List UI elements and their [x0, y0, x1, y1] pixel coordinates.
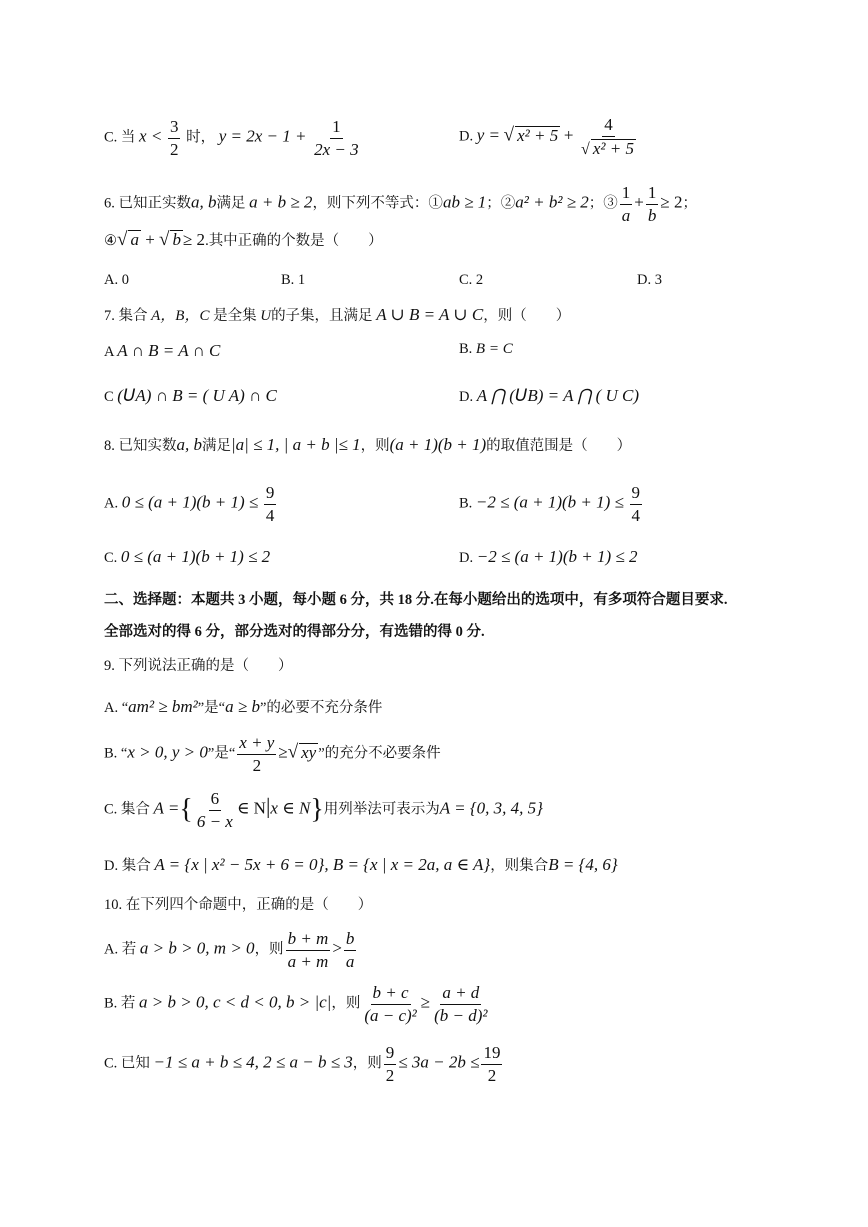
q7-d-expr: A ⋂ (𝘜B) = A ⋂ ( U C) [476, 386, 640, 405]
q9-a-m2: a ≥ b [225, 697, 260, 716]
q6-ineq1: ab ≥ 1 [442, 192, 487, 212]
q10-c-pre: C. 已知 [104, 1055, 150, 1072]
q8-b-num: 9 [630, 484, 643, 505]
q10-option-a [104, 930, 358, 971]
q5c-cond: x < [139, 126, 163, 146]
q10-c-frac2 [481, 1044, 502, 1085]
q10-c-frac1 [384, 1044, 397, 1085]
q9-d-res: B = {4, 6} [548, 855, 618, 874]
q8-option-a [104, 484, 278, 525]
q9-option-a [104, 698, 382, 716]
q8-b-den: 4 [631, 505, 641, 525]
q10-b-frac2 [432, 984, 489, 1025]
q8-a-expr: 0 ≤ (a + 1)(b + 1) ≤ [121, 492, 259, 512]
q8-b-expr: −2 ≤ (a + 1)(b + 1) ≤ [475, 492, 624, 512]
q10-c-n2: 19 [481, 1044, 502, 1065]
q8-stem1: 8. 已知实数 [104, 438, 177, 454]
q7-c-expr: (𝘜A) ∩ B = ( U A) ∩ C [117, 386, 277, 405]
q10-a-n2: b [344, 930, 357, 951]
q10-c-n1: 9 [384, 1044, 397, 1065]
q9-b-m1: x > 0, y > 0 [127, 742, 208, 762]
q7-option-c [104, 387, 277, 405]
q5d-fden: x² + 5 [592, 138, 634, 158]
q7-stem2: 是全集 [213, 308, 257, 324]
q6-frac-b [646, 184, 659, 225]
q5c-label: C. 当 [104, 129, 136, 146]
q6-sqrt-b: b [172, 230, 181, 249]
q5c-fraction2 [312, 118, 361, 159]
q9-b-num: x + y [237, 734, 276, 755]
q8-a-label: A. [104, 495, 119, 512]
q7-stem3: 的子集，且满足 [271, 308, 373, 324]
q6-sep2: ；③ [588, 195, 618, 212]
q10-option-c [104, 1044, 504, 1085]
q9-c-res: A = {0, 3, 4, 5} [439, 798, 543, 818]
q5d-label: D. [459, 128, 474, 145]
q5c-fraction [168, 118, 181, 159]
q8-a-frac [264, 484, 277, 525]
q9-option-b: B. “x > 0, y > 0”是“ $\frac{x + y}{2}$ ≥√ xy ”的充分不必要条件 [104, 733, 441, 775]
q8-expr: (a + 1)(b + 1) [389, 435, 487, 454]
q8-vars: a, b [176, 435, 202, 454]
q7-option-d [459, 387, 639, 405]
q8-b-label: B. [459, 495, 473, 512]
q6-frac-b-num: 1 [646, 184, 659, 205]
q9-b-post: ”的充分不必要条件 [318, 745, 441, 762]
q6-opt-c: C. 2 [459, 272, 484, 288]
q8-a-num: 9 [264, 484, 277, 505]
q6-option-d [637, 273, 662, 288]
q9-c-a: A = [153, 798, 180, 818]
q6-ineq2: a² + b² ≥ 2 [515, 192, 589, 212]
q9-d-a: A = {x | x² − 5x + 6 = 0}, B = {x | x = 2a, a ∈ A} [154, 855, 491, 874]
q9-a-pre: A. “ [104, 700, 129, 716]
q10-a-frac1 [286, 930, 331, 971]
q9-d-pre: D. 集合 [104, 858, 151, 874]
q5d-fraction: $\frac{4}{\text{√ x² + 5}}$ [581, 115, 634, 158]
q7-cond: A ∪ B = A ∪ C [376, 305, 484, 324]
q6-frac-b-den: b [647, 205, 657, 225]
q10-b-d2: (b − d)² [434, 1005, 488, 1025]
q6-ineq3: ≥ 2 [660, 192, 683, 212]
q8-d-label: D. [459, 550, 474, 566]
q9-b-mid: ”是“ [207, 745, 236, 762]
q10-c-mid: ，则 [352, 1055, 382, 1072]
q7-a-expr: A ∩ B = A ∩ C [117, 341, 221, 360]
q10-b-n2: a + d [440, 984, 481, 1005]
q6-opt-b: B. 1 [281, 272, 306, 288]
q6-text3: ，则下列不等式：① [312, 195, 443, 212]
q8-stem3: ，则 [360, 438, 390, 454]
q9-c-in: ∈ N [236, 798, 266, 818]
q10-c-d1: 2 [385, 1065, 395, 1085]
q6-opt-d: D. 3 [637, 272, 662, 288]
q10-b-pre: B. 若 [104, 995, 136, 1012]
q5d-fnum: 4 [602, 116, 615, 137]
q6-opt-a: A. 0 [104, 272, 129, 288]
q8-b-frac [630, 484, 643, 525]
q10-a-d1: a + m [287, 951, 329, 971]
q7-c-label: C [104, 389, 114, 405]
q10-option-b [104, 984, 492, 1025]
q6-vars: a, b [191, 192, 217, 212]
q9-b-den: 2 [252, 755, 262, 775]
q7-stem [104, 306, 570, 324]
q10-b-d1: (a − c)² [364, 1005, 417, 1025]
q10-c-d2: 2 [487, 1065, 497, 1085]
q7-u: U [260, 308, 272, 324]
q8-stem [104, 436, 631, 454]
q9-a-m1: am² ≥ bm² [128, 697, 198, 716]
q6-sep1: ；② [486, 195, 516, 212]
q9-c-pre: C. 集合 [104, 801, 150, 818]
q6-line2-text: .其中正确的个数是（ ） [205, 233, 383, 249]
q6-option-a [104, 273, 129, 288]
q9-c-bar: x ∈ N [270, 798, 311, 818]
q5c-expr: y = 2x − 1 + [218, 126, 307, 146]
q8-option-c [104, 548, 270, 566]
q9-c-num: 6 [209, 790, 222, 811]
q8-option-d [459, 548, 637, 566]
q10-a-cond: a > b > 0, m > 0 [139, 938, 255, 958]
q8-a-den: 4 [265, 505, 275, 525]
q10-c-cond: −1 ≤ a + b ≤ 4, 2 ≤ a − b ≤ 3 [153, 1052, 353, 1072]
q10-b-frac1 [362, 984, 418, 1025]
q5c-mid: 时， [186, 129, 216, 146]
q6-text1: 6. 已知正实数 [104, 195, 191, 212]
q7-option-a [104, 342, 220, 360]
q5c-fden: 2x − 3 [314, 139, 359, 159]
q5-option-d: D. y = √ x² + 5 + $\frac{4}{\text{√ x² + 5}}$ [459, 116, 640, 159]
q8-d-expr: −2 ≤ (a + 1)(b + 1) ≤ 2 [476, 547, 638, 566]
q6-cond: a + b ≥ 2 [249, 192, 313, 212]
q7-stem4: ，则（ ） [483, 308, 571, 324]
q8-cond: |a| ≤ 1, | a + b |≤ 1 [231, 435, 361, 454]
q5-option-c [104, 118, 363, 159]
q10-stem: 10. 在下列四个命题中，正确的是（ ） [104, 897, 373, 913]
q5c-den: 2 [169, 139, 179, 159]
q8-c-expr: 0 ≤ (a + 1)(b + 1) ≤ 2 [120, 547, 271, 566]
q9-d-mid: ，则集合 [490, 858, 549, 874]
q7-b-label: B. [459, 341, 473, 357]
q5d-expr: y = [476, 125, 501, 145]
q6-frac-a-num: 1 [620, 184, 633, 205]
q10-a-gt: > [332, 938, 342, 958]
q10-a-frac2 [344, 930, 357, 971]
q9-a-post: ”的必要不充分条件 [259, 700, 383, 716]
q6-stem: 6. 已知正实数a, b满足 a + b ≥ 2，则下列不等式：①ab ≥ 1；②a² + b² ≥ 2；③ $\frac{1}{a}$ + $\frac{1}{b}$ ≥ 2； [104, 183, 697, 225]
q9-b-ge: ≥ [278, 742, 288, 762]
q7-d-label: D. [459, 389, 474, 405]
q10-b-n1: b + c [371, 984, 411, 1005]
q9-option-d [104, 856, 618, 874]
q8-option-b [459, 484, 644, 525]
q6-frac-a-den: a [621, 205, 631, 225]
q6-frac-a [620, 184, 633, 225]
section2-line2: 全部选对的得 6 分，部分选对的得部分分，有选错的得 0 分. [104, 624, 485, 640]
q7-option-b [459, 342, 513, 357]
q7-a-label: A [104, 344, 114, 360]
q6-option-c [459, 273, 483, 288]
q10-b-mid: ，则 [331, 995, 361, 1012]
q9-c-mid: 用列举法可表示为 [323, 801, 440, 818]
q6-line2-pre: ④ [104, 233, 117, 249]
q5d-plus: + [563, 125, 574, 145]
q9-b-frac [237, 734, 276, 775]
q10-a-d2: a [345, 951, 355, 971]
q7-sets: A，B，C [151, 308, 210, 324]
q10-a-n1: b + m [286, 930, 331, 951]
q10-c-expr: ≤ 3a − 2b ≤ [398, 1052, 480, 1072]
q5c-num: 3 [168, 118, 181, 139]
q10-a-mid: ，则 [254, 941, 284, 958]
q9-b-pre: B. “ [104, 745, 128, 762]
q9-a-mid: ”是“ [197, 700, 226, 716]
q10-b-ge: ≥ [420, 992, 431, 1012]
q8-stem2: 满足 [202, 438, 231, 454]
q6-text2: 满足 [216, 195, 246, 212]
q9-option-c: C. 集合 A ={ $\frac{6}{6 - x}$ ∈ N|x ∈ N}用列举法可表示为A = {0, 3, 4, 5} [104, 789, 543, 831]
q9-b-rad: xy [301, 742, 317, 762]
q7-stem1: 7. 集合 [104, 308, 148, 324]
q8-c-label: C. [104, 550, 118, 566]
q8-stem4: 的取值范围是（ ） [486, 438, 632, 454]
q7-b-expr: B = C [475, 341, 513, 357]
q6-option-b [281, 273, 305, 288]
q5c-fnum: 1 [330, 118, 343, 139]
q9-stem: 9. 下列说法正确的是（ ） [104, 658, 293, 674]
q6-sqrt-a: a [130, 230, 139, 249]
q6-sep3: ； [682, 195, 697, 212]
q6-line2: ④√ a + √ b ≥ 2.其中正确的个数是（ ） [104, 229, 383, 250]
section2-line1: 二、选择题：本题共 3 小题，每小题 6 分，共 18 分.在每小题给出的选项中，有多项符合题目要求. [104, 592, 728, 608]
q10-b-cond: a > b > 0, c < d < 0, b > |c| [139, 992, 332, 1012]
q10-a-pre: A. 若 [104, 941, 137, 958]
q6-line2-tail: ≥ 2 [182, 230, 206, 249]
q9-c-frac [195, 790, 235, 831]
q5d-rad1: x² + 5 [517, 125, 559, 145]
q9-c-den: 6 − x [196, 811, 233, 831]
